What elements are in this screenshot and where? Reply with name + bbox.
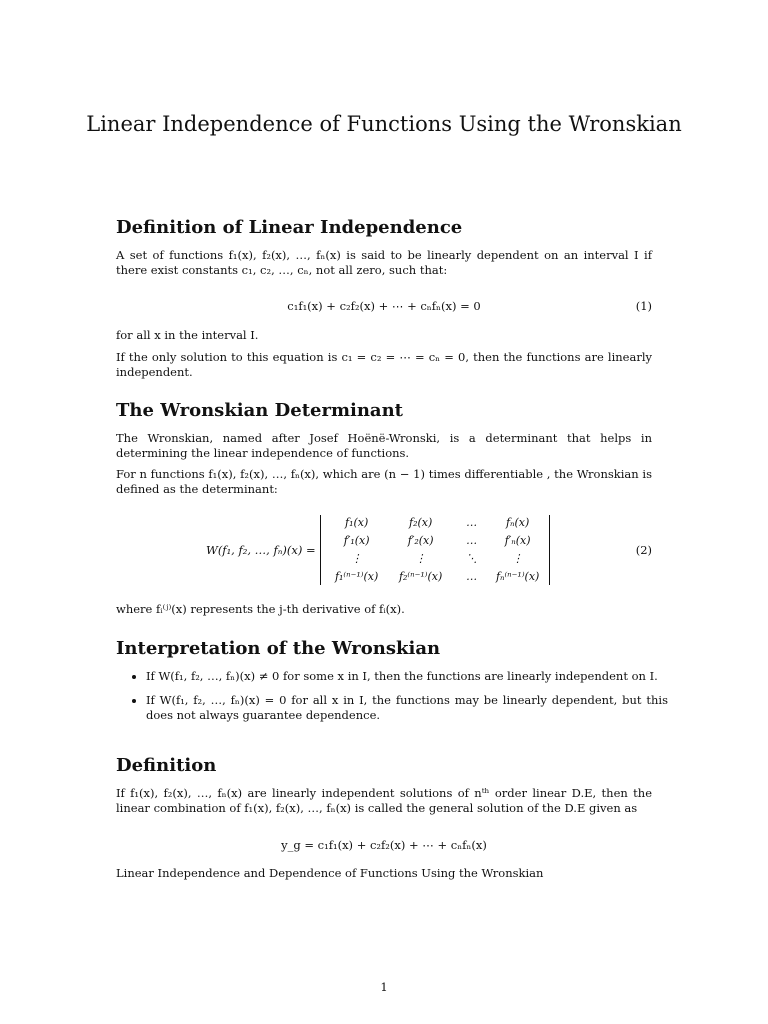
determinant-cell: … bbox=[466, 534, 478, 547]
equation-general-solution: y_g = c₁f₁(x) + c₂f₂(x) + ⋯ + cₙfₙ(x) bbox=[281, 838, 487, 852]
determinant-lhs: W(f₁, f₂, …, fₙ)(x) = bbox=[206, 543, 316, 557]
equation-number-2: (2) bbox=[635, 543, 652, 557]
section-heading-definition-linear-independence: Definition of Linear Independence bbox=[116, 217, 463, 238]
paragraph-linear-independence: If the only solution to this equation is c₁ = c₂ = ⋯ = cₙ = 0, then the functions are linearly independent. bbox=[116, 350, 652, 379]
determinant-cell: f₁⁽ⁿ⁻¹⁾(x) bbox=[334, 570, 379, 583]
wronskian-determinant bbox=[206, 515, 550, 585]
paragraph-wronskian-definition: For n functions f₁(x), f₂(x), …, fₙ(x), which are (n − 1) times differentiable , the Wronskian is defined as the determinant: bbox=[116, 467, 652, 496]
determinant-cell: fₙ(x) bbox=[505, 516, 530, 529]
interpretation-list bbox=[130, 669, 668, 732]
list-item: • If W(f₁, f₂, …, fₙ)(x) ≠ 0 for some x in I, then the functions are linearly independent on I. bbox=[146, 669, 668, 684]
paragraph-wronskian-intro: The Wronskian, named after Josef Hoënë-Wronski, is a determinant that helps in determining the linear independence of functions. bbox=[116, 431, 652, 460]
equation-number-1: (1) bbox=[635, 299, 652, 313]
section-heading-definition: Definition bbox=[116, 755, 217, 776]
determinant-cell: f₂⁽ⁿ⁻¹⁾(x) bbox=[398, 570, 443, 583]
determinant-cell: … bbox=[466, 516, 478, 529]
paragraph-interval: for all x in the interval I. bbox=[116, 328, 259, 342]
determinant-cell: f′₁(x) bbox=[343, 534, 370, 547]
list-item: • If W(f₁, f₂, …, fₙ)(x) = 0 for all x in I, the functions may be linearly dependent, but this does not always guarantee dependence. bbox=[146, 693, 668, 723]
section-heading-interpretation: Interpretation of the Wronskian bbox=[116, 638, 441, 659]
paragraph-derivative-note: where fᵢ⁽ʲ⁾(x) represents the j-th derivative of fᵢ(x). bbox=[116, 602, 405, 616]
determinant-cell: ⋮ bbox=[415, 552, 427, 565]
determinant-cell: f₂(x) bbox=[409, 516, 433, 529]
page-number: 1 bbox=[380, 980, 388, 994]
determinant-cell: … bbox=[466, 570, 478, 583]
determinant-cell: ⋱ bbox=[466, 552, 478, 565]
determinant-cell: f′₂(x) bbox=[407, 534, 434, 547]
paragraph-linear-dependence-definition: A set of functions f₁(x), f₂(x), …, fₙ(x) is said to be linearly dependent on an interval I if there exist constants c₁, c₂, …, cₙ, not all zero, such that: bbox=[116, 248, 652, 277]
determinant-cell: f′ₙ(x) bbox=[504, 534, 531, 547]
paragraph-general-solution: If f₁(x), f₂(x), …, fₙ(x) are linearly independent solutions of nᵗʰ order linear D.E, then the linear combination of f₁(x), f₂(x), …, fₙ(x) is called the general solution of the D.E given as bbox=[116, 786, 652, 815]
determinant-cell: fₙ⁽ⁿ⁻¹⁾(x) bbox=[495, 570, 540, 583]
determinant-cell: ⋮ bbox=[512, 552, 524, 565]
document-title: Linear Independence of Functions Using the Wronskian bbox=[86, 112, 682, 136]
section-heading-wronskian-determinant: The Wronskian Determinant bbox=[116, 400, 403, 421]
determinant-matrix bbox=[320, 515, 550, 585]
determinant-cell: ⋮ bbox=[351, 552, 363, 565]
paragraph-footer-line: Linear Independence and Dependence of Functions Using the Wronskian bbox=[116, 866, 544, 880]
determinant-cell: f₁(x) bbox=[345, 516, 369, 529]
equation-1: c₁f₁(x) + c₂f₂(x) + ⋯ + cₙfₙ(x) = 0 bbox=[287, 299, 481, 313]
